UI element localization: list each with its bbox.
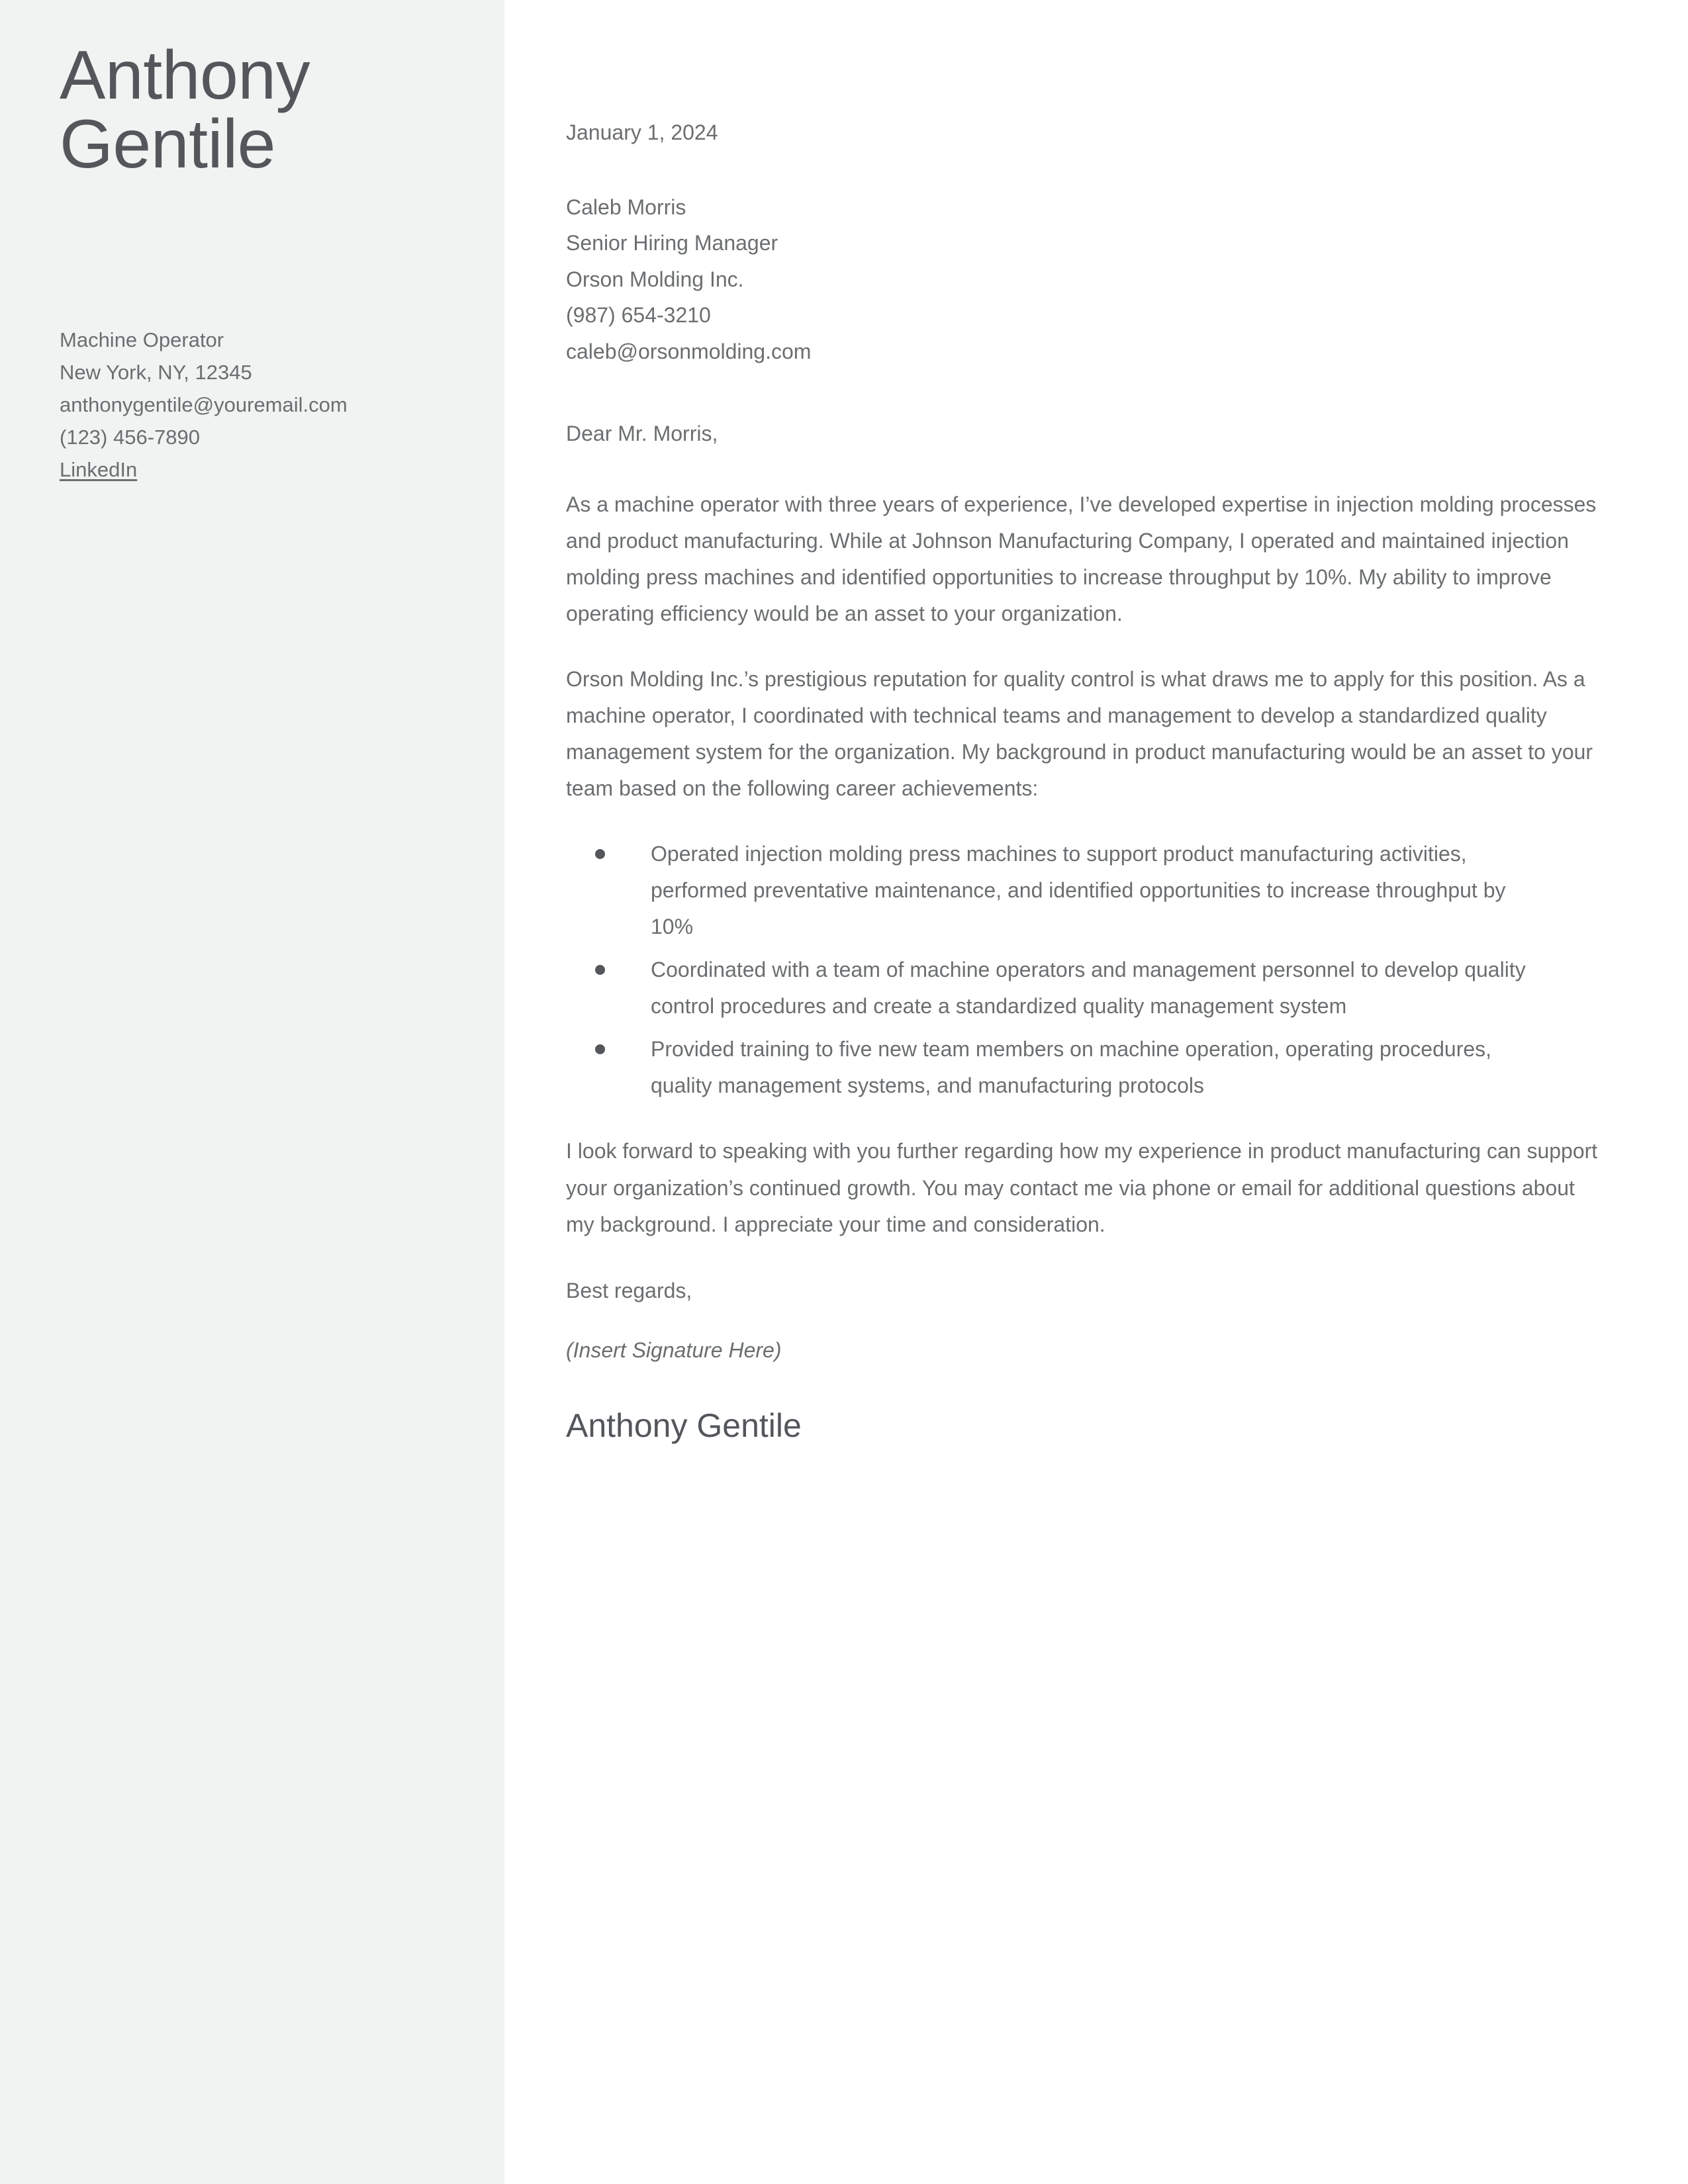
bullet-icon: [595, 849, 605, 859]
recipient-name: Caleb Morris: [566, 195, 686, 219]
list-item: [566, 836, 1529, 945]
applicant-last-name: Gentile: [60, 106, 276, 183]
applicant-name-heading: [60, 37, 470, 183]
recipient-block: [566, 189, 811, 369]
letter-body: [566, 486, 1605, 1445]
achievement-text: Provided training to five new team members on machine operation, operating procedures, quality management systems, and manufacturing protocols: [651, 1037, 1492, 1098]
list-item: [566, 1031, 1529, 1104]
body-paragraph-final: I look forward to speaking with you further regarding how my experience in product manufacturing can support your organization’s continued growth. You may contact me via phone or email for additional questions about my background. I appreciate your time and consideration.: [566, 1139, 1598, 1236]
recipient-company: Orson Molding Inc.: [566, 267, 744, 291]
recipient-email: caleb@orsonmolding.com: [566, 339, 812, 363]
letter-salutation: Dear Mr. Morris,: [566, 422, 718, 445]
applicant-phone: (123) 456-7890: [60, 425, 200, 449]
recipient-title: Senior Hiring Manager: [566, 231, 778, 255]
achievement-text: Coordinated with a team of machine operators and management personnel to develop quality control procedures and create a standardized quality management system: [651, 958, 1526, 1019]
linkedin-link[interactable]: LinkedIn: [60, 457, 138, 481]
applicant-first-name: Anthony: [60, 37, 310, 114]
sidebar: [0, 0, 504, 2184]
signature-placeholder: (Insert Signature Here): [566, 1338, 782, 1362]
letter-closing: Best regards,: [566, 1278, 692, 1302]
recipient-phone: (987) 654-3210: [566, 303, 711, 328]
bullet-icon: [595, 1044, 605, 1054]
letter-date: January 1, 2024: [566, 120, 718, 144]
achievement-text: Operated injection molding press machines to support product manufacturing activities, performed preventative maintenance, and identified opportunities to increase throughput by 10%: [651, 842, 1506, 939]
applicant-location: New York, NY, 12345: [60, 360, 252, 384]
signature-name: Anthony Gentile: [566, 1406, 802, 1444]
applicant-job-title: Machine Operator: [60, 328, 224, 351]
applicant-contact-block: [60, 324, 483, 486]
achievements-list: [566, 836, 1605, 1104]
body-paragraph-2: Orson Molding Inc.’s prestigious reputation for quality control is what draws me to apply for this position. As a machine operator, I coordinated with technical teams and management to develop a standardized quality management system for the organization. My background in product manufacturing would be an asset to your team based on the following career achievements:: [566, 667, 1593, 801]
body-paragraph-1: As a machine operator with three years of experience, I’ve developed expertise in injection molding processes and product manufacturing. While at Johnson Manufacturing Company, I operated and maintained injection molding press machines and identified opportunities to increase throughput by 10%. My ability to improve operating efficiency would be an asset to your organization.: [566, 492, 1597, 626]
list-item: [566, 952, 1529, 1024]
applicant-email: anthonygentile@youremail.com: [60, 392, 348, 416]
bullet-icon: [595, 965, 605, 975]
